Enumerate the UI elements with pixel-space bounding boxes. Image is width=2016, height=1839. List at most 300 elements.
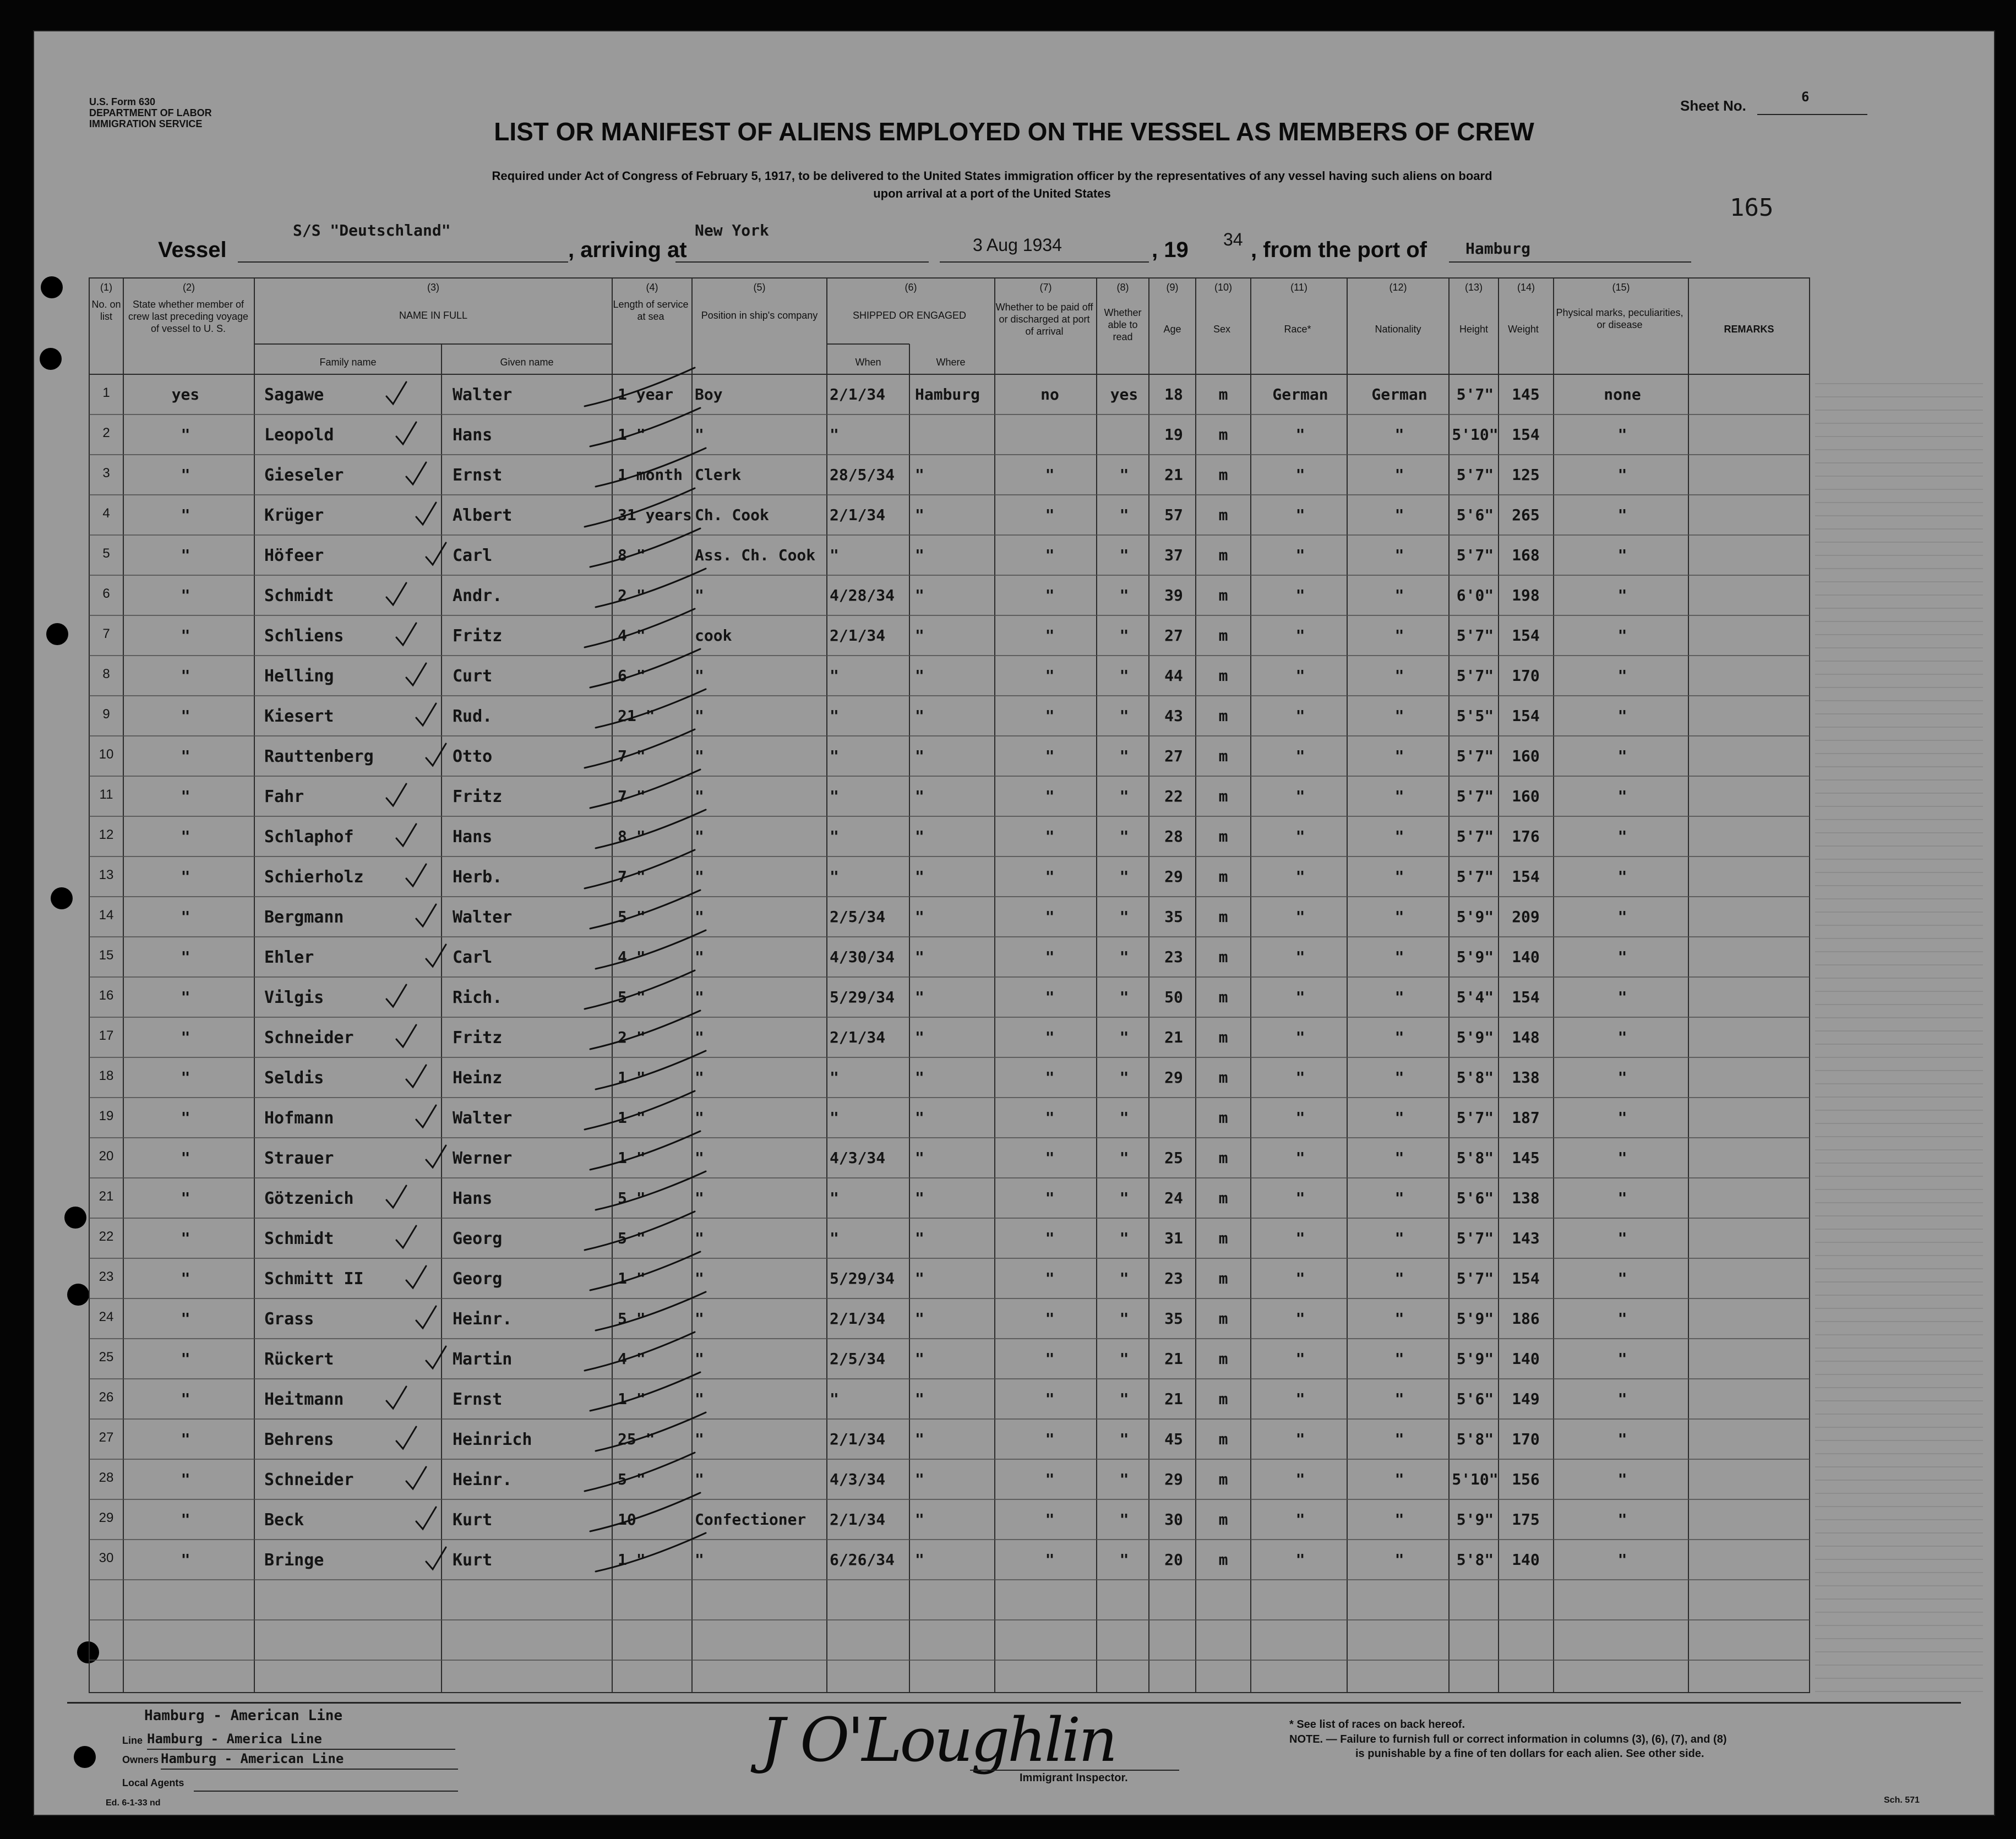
cell-no: 1 bbox=[102, 385, 110, 400]
cell-prev: " bbox=[181, 988, 190, 1006]
cell-nat: " bbox=[1394, 988, 1404, 1006]
pen-slash bbox=[585, 609, 695, 647]
cell-given: Herb. bbox=[453, 867, 503, 887]
cell-prev: " bbox=[181, 586, 190, 604]
column-number: (2) bbox=[183, 282, 195, 293]
cell-paid: " bbox=[1045, 867, 1055, 886]
cell-service: 5 " bbox=[618, 1189, 646, 1207]
cell-service: 1 " bbox=[618, 1068, 646, 1087]
cell-read: " bbox=[1119, 466, 1129, 484]
cell-no: 8 bbox=[102, 667, 110, 681]
column-number: (13) bbox=[1464, 282, 1483, 293]
cell-family: Götzenich bbox=[264, 1189, 354, 1208]
page-number: 165 bbox=[1730, 194, 1774, 222]
check-mark bbox=[396, 1025, 416, 1047]
pen-slash bbox=[596, 930, 706, 969]
cell-race: " bbox=[1295, 1309, 1305, 1328]
cell-service: 2 " bbox=[618, 586, 646, 604]
column-number: (14) bbox=[1517, 282, 1535, 293]
cell-read: " bbox=[1119, 1430, 1129, 1448]
cell-read: " bbox=[1119, 1109, 1129, 1127]
cell-age: 27 bbox=[1164, 626, 1183, 645]
pen-slash bbox=[585, 1212, 695, 1250]
cell-position: " bbox=[695, 425, 704, 444]
cell-sex: m bbox=[1218, 787, 1228, 805]
line-underline bbox=[147, 1749, 455, 1750]
cell-nat: " bbox=[1394, 1068, 1404, 1087]
cell-weight: 265 bbox=[1512, 506, 1540, 524]
cell-marks: " bbox=[1617, 988, 1627, 1006]
cell-prev: " bbox=[181, 1269, 190, 1287]
cell-service: 1 " bbox=[618, 1269, 646, 1287]
cell-height: 5'9" bbox=[1456, 1309, 1494, 1328]
pen-slash bbox=[596, 448, 706, 487]
cell-paid: " bbox=[1045, 1350, 1055, 1368]
cell-position: " bbox=[695, 1229, 704, 1247]
cell-marks: " bbox=[1617, 1390, 1627, 1408]
inspector-line bbox=[970, 1770, 1179, 1771]
cell-position: " bbox=[695, 667, 704, 685]
cell-read: " bbox=[1119, 707, 1129, 725]
cell-paid: " bbox=[1045, 707, 1055, 725]
cell-prev: " bbox=[181, 466, 190, 484]
cell-nat: " bbox=[1394, 747, 1404, 765]
cell-read: " bbox=[1119, 1028, 1129, 1046]
cell-age: 25 bbox=[1164, 1149, 1183, 1167]
cell-where: " bbox=[915, 747, 924, 765]
cell-given: Walter bbox=[453, 385, 513, 405]
pen-slash bbox=[585, 1091, 695, 1129]
cell-sex: m bbox=[1218, 466, 1228, 484]
cell-family: Beck bbox=[264, 1510, 304, 1530]
cell-given: Heinr. bbox=[453, 1309, 513, 1329]
cell-weight: 175 bbox=[1512, 1510, 1540, 1529]
cell-weight: 149 bbox=[1512, 1390, 1540, 1408]
cell-no: 24 bbox=[99, 1309, 114, 1324]
check-mark bbox=[396, 422, 416, 444]
cell-paid: " bbox=[1045, 466, 1055, 484]
cell-service: 31 years bbox=[618, 506, 692, 524]
cell-when: 4/30/34 bbox=[830, 948, 895, 966]
pen-slash bbox=[596, 1292, 706, 1330]
pen-slash bbox=[585, 729, 695, 768]
col-header-physical-marks: Physical marks, peculiarities, or disease bbox=[1556, 307, 1683, 330]
col-header-family: Family name bbox=[319, 357, 377, 368]
cell-where: " bbox=[915, 506, 924, 524]
cell-race: " bbox=[1295, 827, 1305, 845]
cell-position: Ass. Ch. Cook bbox=[695, 546, 816, 564]
cell-family: Sagawe bbox=[264, 385, 324, 405]
cell-service: 1 year bbox=[618, 385, 674, 403]
cell-family: Seldis bbox=[264, 1068, 324, 1088]
cell-given: Hans bbox=[453, 425, 493, 445]
cell-service: 7 " bbox=[618, 747, 646, 765]
cell-where: " bbox=[915, 1229, 924, 1247]
cell-paid: " bbox=[1045, 827, 1055, 845]
cell-age: 50 bbox=[1164, 988, 1183, 1006]
cell-given: Hans bbox=[453, 1189, 493, 1208]
cell-height: 5'7" bbox=[1456, 546, 1494, 564]
column-number: (4) bbox=[646, 282, 658, 293]
cell-age: 35 bbox=[1164, 1309, 1183, 1328]
cell-paid: " bbox=[1045, 1028, 1055, 1046]
cell-nat: " bbox=[1394, 1229, 1404, 1247]
cell-height: 5'7" bbox=[1456, 867, 1494, 886]
col-header-given: Given name bbox=[500, 357, 554, 368]
cell-nat: " bbox=[1394, 1350, 1404, 1368]
cell-race: " bbox=[1295, 1149, 1305, 1167]
cell-when: 2/1/34 bbox=[830, 1430, 886, 1448]
cell-weight: 148 bbox=[1512, 1028, 1540, 1046]
cell-when: 2/1/34 bbox=[830, 506, 886, 524]
cell-family: Schmidt bbox=[264, 1229, 334, 1248]
pen-slash bbox=[585, 970, 695, 1009]
cell-marks: " bbox=[1617, 546, 1627, 564]
pen-slash bbox=[596, 1051, 706, 1089]
arriving-value: New York bbox=[695, 221, 769, 239]
cell-race: " bbox=[1295, 707, 1305, 725]
manifest-sheet bbox=[33, 30, 1995, 1816]
cell-nat: " bbox=[1394, 1109, 1404, 1127]
cell-paid: " bbox=[1045, 1149, 1055, 1167]
cell-family: Bergmann bbox=[264, 908, 344, 927]
cell-age: 28 bbox=[1164, 827, 1183, 845]
cell-age: 24 bbox=[1164, 1189, 1183, 1207]
sheet-no-value: 6 bbox=[1801, 89, 1810, 105]
cell-given: Walter bbox=[453, 1109, 513, 1128]
cell-marks: " bbox=[1617, 1350, 1627, 1368]
cell-position: " bbox=[695, 1028, 704, 1046]
cell-read: " bbox=[1119, 1309, 1129, 1328]
cell-weight: 154 bbox=[1512, 1269, 1540, 1287]
cell-given: Rud. bbox=[453, 707, 493, 726]
cell-height: 5'10" bbox=[1452, 1470, 1499, 1488]
cell-given: Heinr. bbox=[453, 1470, 513, 1489]
cell-where: Hamburg bbox=[915, 385, 980, 403]
cell-paid: " bbox=[1045, 1109, 1055, 1127]
cell-paid: " bbox=[1045, 1269, 1055, 1287]
cell-when: 4/28/34 bbox=[830, 586, 895, 604]
check-mark bbox=[426, 1346, 446, 1368]
pen-slash bbox=[585, 488, 695, 527]
cell-age: 30 bbox=[1164, 1510, 1183, 1529]
cell-family: Rückert bbox=[264, 1350, 334, 1369]
cell-age: 23 bbox=[1164, 948, 1183, 966]
cell-sex: m bbox=[1218, 1109, 1228, 1127]
cell-read: " bbox=[1119, 1510, 1129, 1529]
pen-slash bbox=[585, 850, 695, 888]
cell-when: " bbox=[830, 667, 839, 685]
cell-sex: m bbox=[1218, 385, 1228, 403]
cell-nat: " bbox=[1394, 908, 1404, 926]
cell-age: 18 bbox=[1164, 385, 1183, 403]
cell-height: 5'9" bbox=[1456, 1028, 1494, 1046]
cell-height: 5'7" bbox=[1456, 385, 1494, 403]
pen-slash bbox=[596, 569, 706, 607]
cell-sex: m bbox=[1218, 506, 1228, 524]
cell-position: " bbox=[695, 707, 704, 725]
cell-given: Heinz bbox=[453, 1068, 503, 1088]
cell-prev: " bbox=[181, 1309, 190, 1328]
cell-where: " bbox=[915, 908, 924, 926]
cell-age: 22 bbox=[1164, 787, 1183, 805]
cell-age: 37 bbox=[1164, 546, 1183, 564]
cell-race: " bbox=[1295, 626, 1305, 645]
cell-when: " bbox=[830, 867, 839, 886]
cell-where: " bbox=[915, 827, 924, 845]
cell-no: 21 bbox=[99, 1189, 114, 1204]
pen-slash bbox=[590, 1493, 700, 1531]
cell-height: 5'6" bbox=[1456, 1390, 1494, 1408]
column-number: (3) bbox=[427, 282, 439, 293]
cell-sex: m bbox=[1218, 827, 1228, 845]
cell-family: Leopold bbox=[264, 425, 334, 445]
service-label: IMMIGRATION SERVICE bbox=[89, 118, 203, 129]
owners-underline bbox=[161, 1769, 458, 1770]
check-mark bbox=[406, 1266, 426, 1288]
cell-height: 5'7" bbox=[1456, 1109, 1494, 1127]
cell-nat: " bbox=[1394, 1510, 1404, 1529]
cell-no: 10 bbox=[99, 747, 114, 762]
column-number: (15) bbox=[1612, 282, 1630, 293]
cell-read: " bbox=[1119, 626, 1129, 645]
cell-race: " bbox=[1295, 546, 1305, 564]
cell-when: 6/26/34 bbox=[830, 1551, 895, 1569]
cell-prev: " bbox=[181, 1068, 190, 1087]
cell-marks: " bbox=[1617, 1189, 1627, 1207]
page-title: LIST OR MANIFEST OF ALIENS EMPLOYED ON THE VESSEL AS MEMBERS OF CREW bbox=[494, 117, 1534, 146]
cell-paid: " bbox=[1045, 1470, 1055, 1488]
agents-label: Local Agents bbox=[122, 1777, 184, 1788]
col-header-service: Length of service at sea bbox=[613, 299, 689, 322]
cell-age: 29 bbox=[1164, 867, 1183, 886]
cell-paid: " bbox=[1045, 988, 1055, 1006]
pen-slash bbox=[590, 1131, 700, 1170]
cell-height: 6'0" bbox=[1456, 586, 1494, 604]
cell-position: Ch. Cook bbox=[695, 506, 769, 524]
cell-no: 2 bbox=[102, 425, 110, 440]
cell-where: " bbox=[915, 1269, 924, 1287]
cell-sex: m bbox=[1218, 867, 1228, 886]
cell-sex: m bbox=[1218, 586, 1228, 604]
cell-position: " bbox=[695, 787, 704, 805]
cell-sex: m bbox=[1218, 1189, 1228, 1207]
column-number: (6) bbox=[905, 282, 917, 293]
cell-service: 4 " bbox=[618, 1350, 646, 1368]
cell-race: " bbox=[1295, 787, 1305, 805]
cell-age: 43 bbox=[1164, 707, 1183, 725]
cell-position: " bbox=[695, 1390, 704, 1408]
cell-marks: " bbox=[1617, 466, 1627, 484]
year-value: 34 bbox=[1223, 230, 1243, 249]
cell-position: " bbox=[695, 908, 704, 926]
cell-no: 3 bbox=[102, 466, 110, 481]
check-mark bbox=[416, 1105, 436, 1127]
cell-marks: " bbox=[1617, 948, 1627, 966]
cell-no: 29 bbox=[99, 1510, 114, 1525]
from-port-value: Hamburg bbox=[1465, 239, 1531, 258]
cell-service: 1 " bbox=[618, 1390, 646, 1408]
form-code-right: Sch. 571 bbox=[1884, 1796, 1920, 1805]
pen-slash bbox=[585, 368, 695, 406]
inspector-markings bbox=[34, 31, 1994, 1815]
cell-nat: " bbox=[1394, 1551, 1404, 1569]
cell-age: 20 bbox=[1164, 1551, 1183, 1569]
vessel-label: Vessel bbox=[158, 238, 227, 262]
cell-given: Carl bbox=[453, 546, 493, 565]
cell-paid: " bbox=[1045, 1189, 1055, 1207]
cell-where: " bbox=[915, 988, 924, 1006]
cell-read: " bbox=[1119, 1149, 1129, 1167]
cell-position: " bbox=[695, 1470, 704, 1488]
cell-when: " bbox=[830, 707, 839, 725]
cell-given: Georg bbox=[453, 1269, 503, 1289]
cell-prev: " bbox=[181, 707, 190, 725]
check-mark bbox=[406, 663, 426, 685]
cell-where: " bbox=[915, 1109, 924, 1127]
cell-sex: m bbox=[1218, 1510, 1228, 1529]
cell-no: 16 bbox=[99, 988, 114, 1003]
check-mark bbox=[426, 1547, 446, 1569]
column-number: (12) bbox=[1389, 282, 1407, 293]
department-label: DEPARTMENT OF LABOR bbox=[89, 107, 212, 118]
cell-nat: " bbox=[1394, 1390, 1404, 1408]
cell-age: 45 bbox=[1164, 1430, 1183, 1448]
cell-marks: " bbox=[1617, 1149, 1627, 1167]
cell-nat: " bbox=[1394, 867, 1404, 886]
cell-sex: m bbox=[1218, 1229, 1228, 1247]
cell-family: Schmidt bbox=[264, 586, 334, 605]
cell-marks: " bbox=[1617, 827, 1627, 845]
cell-weight: 156 bbox=[1512, 1470, 1540, 1488]
cell-paid: " bbox=[1045, 546, 1055, 564]
form-code-left: Ed. 6-1-33 nd bbox=[106, 1798, 161, 1808]
check-mark bbox=[386, 985, 406, 1007]
cell-position: " bbox=[695, 1350, 704, 1368]
cell-given: Carl bbox=[453, 948, 493, 967]
cell-weight: 176 bbox=[1512, 827, 1540, 845]
cell-service: 1 month bbox=[618, 466, 683, 484]
cell-when: " bbox=[830, 1068, 839, 1087]
cell-height: 5'4" bbox=[1456, 988, 1494, 1006]
cell-marks: " bbox=[1617, 1068, 1627, 1087]
cell-height: 5'7" bbox=[1456, 747, 1494, 765]
cell-given: Albert bbox=[453, 506, 513, 525]
cell-family: Gieseler bbox=[264, 466, 344, 485]
cell-family: Behrens bbox=[264, 1430, 334, 1449]
cell-age: 35 bbox=[1164, 908, 1183, 926]
pen-slash bbox=[585, 1332, 695, 1371]
cell-read: " bbox=[1119, 747, 1129, 765]
cell-position: Boy bbox=[695, 385, 723, 403]
cell-family: Fahr bbox=[264, 787, 304, 806]
cell-paid: " bbox=[1045, 948, 1055, 966]
cell-service: 5 " bbox=[618, 1229, 646, 1247]
cell-paid: " bbox=[1045, 506, 1055, 524]
cell-race: " bbox=[1295, 1510, 1305, 1529]
cell-height: 5'5" bbox=[1456, 707, 1494, 725]
cell-family: Schneider bbox=[264, 1028, 354, 1047]
cell-weight: 198 bbox=[1512, 586, 1540, 604]
cell-height: 5'6" bbox=[1456, 506, 1494, 524]
cell-weight: 145 bbox=[1512, 1149, 1540, 1167]
cell-given: Curt bbox=[453, 667, 493, 686]
cell-weight: 160 bbox=[1512, 787, 1540, 805]
cell-weight: 145 bbox=[1512, 385, 1540, 403]
cell-paid: " bbox=[1045, 747, 1055, 765]
cell-no: 30 bbox=[99, 1551, 114, 1565]
cell-read: " bbox=[1119, 1551, 1129, 1569]
inspector-signature: J O'Loughlin bbox=[761, 1705, 1116, 1775]
cell-service: 1 " bbox=[618, 1551, 646, 1569]
agents-underline bbox=[194, 1791, 458, 1792]
check-mark bbox=[396, 1226, 416, 1248]
cell-read: " bbox=[1119, 506, 1129, 524]
column-number: (1) bbox=[100, 282, 112, 293]
cell-weight: 187 bbox=[1512, 1109, 1540, 1127]
cell-when: 2/1/34 bbox=[830, 1028, 886, 1046]
cell-height: 5'9" bbox=[1456, 908, 1494, 926]
cell-paid: no bbox=[1040, 385, 1059, 403]
cell-height: 5'9" bbox=[1456, 1510, 1494, 1529]
cell-weight: 154 bbox=[1512, 988, 1540, 1006]
cell-prev: " bbox=[181, 867, 190, 886]
cell-height: 5'7" bbox=[1456, 1229, 1494, 1247]
cell-sex: m bbox=[1218, 425, 1228, 444]
cell-read: " bbox=[1119, 1470, 1129, 1488]
cell-marks: " bbox=[1617, 1551, 1627, 1569]
cell-race: " bbox=[1295, 1068, 1305, 1087]
cell-read: " bbox=[1119, 908, 1129, 926]
cell-family: Kiesert bbox=[264, 707, 334, 726]
cell-height: 5'7" bbox=[1456, 626, 1494, 645]
cell-given: Heinrich bbox=[453, 1430, 532, 1449]
cell-height: 5'7" bbox=[1456, 1269, 1494, 1287]
col-header-shipped: SHIPPED OR ENGAGED bbox=[852, 310, 967, 321]
cell-given: Werner bbox=[453, 1149, 513, 1168]
cell-given: Fritz bbox=[453, 1028, 503, 1047]
cell-sex: m bbox=[1218, 1309, 1228, 1328]
cell-family: Höfeer bbox=[264, 546, 324, 565]
cell-race: " bbox=[1295, 948, 1305, 966]
cell-race: " bbox=[1295, 1269, 1305, 1287]
cell-where: " bbox=[915, 1309, 924, 1328]
cell-weight: 170 bbox=[1512, 1430, 1540, 1448]
cell-marks: " bbox=[1617, 787, 1627, 805]
cell-family: Vilgis bbox=[264, 988, 324, 1007]
cell-race: " bbox=[1295, 867, 1305, 886]
cell-service: 4 " bbox=[618, 948, 646, 966]
cell-read: " bbox=[1119, 867, 1129, 886]
column-number: (10) bbox=[1214, 282, 1232, 293]
cell-sex: m bbox=[1218, 1269, 1228, 1287]
cell-when: " bbox=[830, 1229, 839, 1247]
cell-no: 25 bbox=[99, 1350, 114, 1365]
cell-marks: " bbox=[1617, 1470, 1627, 1488]
cell-paid: " bbox=[1045, 1309, 1055, 1328]
cell-marks: " bbox=[1617, 1028, 1627, 1046]
col-header-paid-off: Whether to be paid off or discharged at port of arrival bbox=[995, 302, 1093, 337]
cell-nat: " bbox=[1394, 827, 1404, 845]
cell-service: 7 " bbox=[618, 787, 646, 805]
check-mark bbox=[416, 703, 436, 725]
line-label: Line bbox=[122, 1735, 143, 1746]
cell-where: " bbox=[915, 867, 924, 886]
cell-family: Krüger bbox=[264, 506, 324, 525]
cell-position: " bbox=[695, 1430, 704, 1448]
cell-given: Martin bbox=[453, 1350, 513, 1369]
cell-marks: " bbox=[1617, 1229, 1627, 1247]
